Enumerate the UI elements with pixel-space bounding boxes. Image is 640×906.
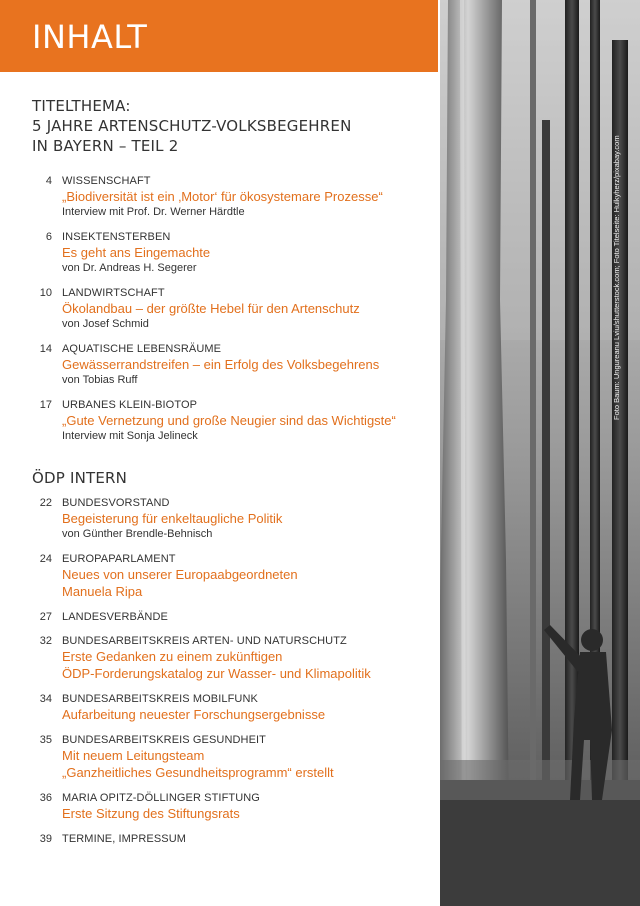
forest-photo-drawing <box>440 0 640 906</box>
entry-author: von Josef Schmid <box>62 318 149 330</box>
toc-entry[interactable] <box>32 692 432 723</box>
entry-title-line2: Manuela Ripa <box>62 584 143 599</box>
page-number: 22 <box>39 497 52 509</box>
entry-category: INSEKTENSTERBEN <box>62 231 171 243</box>
entry-category: URBANES KLEIN-BIOTOP <box>62 399 198 411</box>
entry-category: BUNDESVORSTAND <box>62 497 170 509</box>
toc-entry[interactable] <box>32 174 432 220</box>
page-number: 39 <box>39 833 52 845</box>
photo-credit: Foto Baum: Ungureanu Lviu/shutterstock.com; Foto Titelseite: Hulkyherz/pixabay.com <box>612 135 621 420</box>
entry-category: MARIA OPITZ-DÖLLINGER STIFTUNG <box>62 792 260 804</box>
page-title: INHALT <box>32 18 148 56</box>
entry-title: Gewässerrandstreifen – ein Erfolg des Volksbegehrens <box>62 357 380 372</box>
entry-category: BUNDESARBEITSKREIS GESUNDHEIT <box>62 734 266 746</box>
entry-author: von Dr. Andreas H. Segerer <box>62 262 197 274</box>
page-number: 10 <box>39 287 52 299</box>
page-number: 24 <box>39 553 52 565</box>
titelthema-entries <box>32 174 432 444</box>
entry-category: EUROPAPARLAMENT <box>62 553 176 565</box>
toc-entry[interactable] <box>32 610 432 624</box>
entry-title: Begeisterung für enkeltaugliche Politik <box>62 511 283 526</box>
toc-entry[interactable] <box>32 634 432 682</box>
toc-entry[interactable] <box>32 230 432 276</box>
header-bar <box>0 0 438 72</box>
page-number: 6 <box>45 231 52 243</box>
toc-entry[interactable] <box>32 286 432 332</box>
odp-intern-entries <box>32 496 432 846</box>
entry-author: von Günther Brendle-Behnisch <box>62 528 213 540</box>
forest-photo <box>440 0 640 906</box>
toc-entry[interactable] <box>32 398 432 444</box>
entry-title: Aufarbeitung neuester Forschungsergebnisse <box>62 707 326 722</box>
entry-author: Interview mit Prof. Dr. Werner Härdtle <box>62 206 245 218</box>
page-number: 36 <box>39 792 52 804</box>
toc-entry[interactable] <box>32 342 432 388</box>
page-number: 32 <box>39 635 52 647</box>
entry-title: Mit neuem Leitungsteam <box>62 748 205 763</box>
page-number: 34 <box>39 693 52 705</box>
page-number: 35 <box>39 734 52 746</box>
titelthema-heading-line2: 5 JAHRE ARTENSCHUTZ-VOLKSBEGEHREN <box>32 117 352 135</box>
entry-title: Es geht ans Eingemachte <box>62 245 211 260</box>
toc-entry[interactable] <box>32 552 432 600</box>
entry-category: WISSENSCHAFT <box>62 175 151 187</box>
table-of-contents <box>32 96 432 856</box>
entry-title: Neues von unserer Europaabgeordneten <box>62 567 298 582</box>
entry-category: BUNDESARBEITSKREIS MOBILFUNK <box>62 693 258 705</box>
toc-entry[interactable] <box>32 832 432 846</box>
entry-title: „Biodiversität ist ein ‚Motor‘ für ökosystemare Prozesse“ <box>62 189 383 204</box>
entry-author: von Tobias Ruff <box>62 374 138 386</box>
odp-intern-heading: ÖDP INTERN <box>32 469 128 487</box>
page-number: 17 <box>39 399 52 411</box>
page-number: 14 <box>39 343 52 355</box>
entry-title: „Gute Vernetzung und große Neugier sind das Wichtigste“ <box>62 413 396 428</box>
entry-category: AQUATISCHE LEBENSRÄUME <box>62 343 222 355</box>
toc-entry[interactable] <box>32 496 432 542</box>
entry-author: Interview mit Sonja Jelineck <box>62 430 198 442</box>
titelthema-heading-line1: TITELTHEMA: <box>32 97 131 115</box>
page-number: 4 <box>45 175 52 187</box>
entry-title: Erste Gedanken zu einem zukünftigen <box>62 649 283 664</box>
toc-entry[interactable] <box>32 791 432 822</box>
entry-category: TERMINE, IMPRESSUM <box>62 833 187 845</box>
entry-title-line2: ÖDP-Forderungskatalog zur Wasser- und Klimapolitik <box>62 666 371 681</box>
entry-category: LANDESVERBÄNDE <box>62 611 168 623</box>
toc-entry[interactable] <box>32 733 432 781</box>
entry-title: Ökolandbau – der größte Hebel für den Artenschutz <box>62 301 360 316</box>
entry-category: LANDWIRTSCHAFT <box>62 287 165 299</box>
titelthema-heading-line3: IN BAYERN – TEIL 2 <box>32 137 179 155</box>
entry-title-line2: „Ganzheitliches Gesundheitsprogramm“ erstellt <box>62 765 334 780</box>
entry-title: Erste Sitzung des Stiftungsrats <box>62 806 240 821</box>
entry-category: BUNDESARBEITSKREIS ARTEN- UND NATURSCHUTZ <box>62 635 347 647</box>
page-number: 27 <box>39 611 52 623</box>
